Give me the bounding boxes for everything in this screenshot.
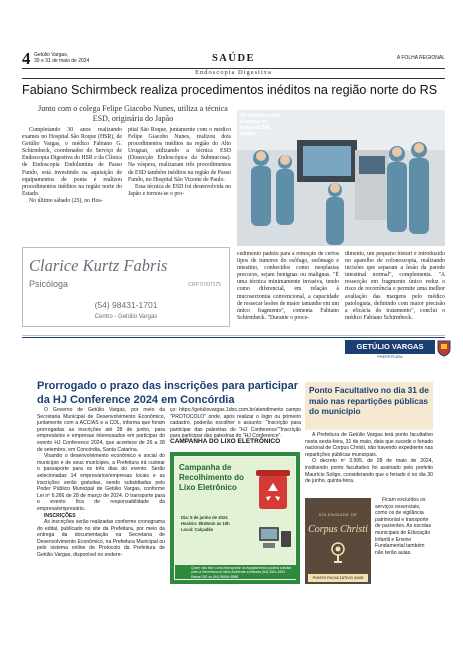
article-subhead: Junto com o colega Felipe Giacobo Nunes, utiliza a técnica ESD, originária do Japão — [38, 104, 228, 123]
ponto-column-1 — [305, 432, 433, 494]
paragraph: No último sábado (25), no Hos- — [29, 197, 103, 204]
section-title: SAÚDE — [211, 53, 256, 64]
coat-of-arms-icon — [437, 339, 451, 357]
ad-crp: CRP 07/07175 — [188, 282, 221, 288]
article-photo — [237, 110, 445, 246]
corpus-title: Corpus Christi — [308, 524, 368, 535]
paragraph: O Governo de Getúlio Vargas, por meio da Secretaria Municipal de Desenvolvimento Econômico, juntamente com a ACCIAS e a CDL, informa que foram prorrogadas as inscrições até 28 de junho, para empresários e empresas interessados em participar do evento HJ Conference 2024, que acontece de 26 a 28 de setembro, em Concórdia, Santa Catarina. — [37, 407, 165, 453]
poster-place: Local: Calçadão — [181, 526, 214, 532]
ad-profession: Psicóloga — [29, 279, 69, 289]
newspaper-name: A FOLHA REGIONAL — [396, 55, 445, 61]
photo-caption: Os médicos com a equipe no Hospital São Roque — [240, 113, 281, 137]
divider — [22, 335, 445, 336]
page-header — [22, 49, 445, 68]
paragraph: Ficam excluídos os serviços essenciais, como os de vigilância patrimonial e transporte de pacientes. As escolas municipais de Educação Infantil e Ensino Fundamental também não terão aulas. — [375, 497, 432, 556]
section-kicker: Endoscopia Digestiva — [195, 69, 272, 76]
paragraph: pital São Roque, juntamente com o médico Felipe Giacobo Nunes, realizou dois procedimentos inéditos na região do Alto Uruguai, utilizando a técnica ESD (Dissecção Endoscópica da Submucosa). Na véspera, realizaram três procedimentos de ESD também inéditos na região de Passo Fundo, no Hospital São Vicente de Paulo. — [128, 127, 231, 183]
ad-address: Centro - Getúlio Vargas — [94, 314, 158, 320]
psychologist-ad — [22, 247, 230, 327]
ponto-headline-box — [305, 382, 433, 430]
poster-time: Horário: 8h30min às 16h — [181, 520, 230, 526]
page-number: 4 — [22, 49, 31, 68]
municipal-headline: Prorrogado o prazo das inscrições para participar da HJ Conference 2024 em Concórdia — [37, 380, 299, 406]
poster-date: Dia: 5 de junho de 2024 — [181, 515, 228, 520]
paragraph: dimento, um pequeno bisturi é introduzido no aparelho de colonoscopia, realizando incisões que separam a lesão da parede intestinal normal", complementa. "A ressecção em fragmento único reduz o risco de recorrência e permite uma melhor avaliação das margens pelo médico patologista, definindo com maior precisão a eficácia do tratamento", conclui o médico Fabiano Schirmbeck. — [345, 251, 445, 321]
ponto-column-2 — [375, 497, 433, 585]
paragraph: As inscrições serão realizadas conforme cronograma do edital, publicado no site da Prefeitura, por meio da entrega da documentação na Secretaria de Desenvolvimento Econômico, na Prefeitura Municipal ou pelo sistema online de Protocolo da Prefeitura de Getúlio Vargas, disponível no endere- — [37, 519, 165, 559]
poster-title: Campanha de Recolhimento do Lixo Eletrônico — [179, 463, 244, 492]
electronics-icon — [257, 521, 293, 551]
dateline-date: 30 e 31 de maio de 2024 — [34, 58, 90, 64]
paragraph: ço: https://getuliovargas.1doc.com.br/atendimento campo "PROTOCOLO" onde, após realizar o login ou primeiro cadastro, poderão escolher o assunto: "Inscrição para participar das palestras do "HJ Conference""Inscrição para participar das palestras do "HJ Conference". — [170, 407, 301, 440]
corpus-christi-image — [305, 498, 371, 584]
poster-info — [181, 515, 251, 532]
dateline-city: Getúlio Vargas, — [34, 52, 69, 58]
paragraph: A Prefeitura de Getúlio Vargas terá ponto facultativo nesta sexta-feira, 31 de maio, data que sucede o feriado nacional de Corpus Christi, não havendo expediente nas repartições públicas municipais. — [305, 432, 433, 458]
poster-panel — [174, 456, 296, 580]
paragraph: Essa técnica de ESD foi desenvolvida no Japão e tornou-se o pro- — [128, 183, 231, 197]
campanha-poster — [170, 452, 300, 584]
recycle-bin-icon — [253, 465, 293, 511]
paragraph: Completando 30 anos realizando exames no Hospital São Roque (HSR), de Getúlio Vargas, o médico Fabiano G. Schirmbeck, coordenador do Serviço de Endoscopia Digestiva do HSR e da Clínica de Endoscopia Endolumina de Passo Fundo, está investindo na aquisição de equipamentos de ponta e realizou procedimentos inéditos na região norte do Estado. — [22, 127, 122, 197]
inscricoes-heading: INSCRIÇÕES — [44, 512, 76, 519]
paragraph: Visando o desenvolvimento econômico e social do município e de seus munícipes, a Prefeitura irá custear o passaporte para os três dias do evento. Serão selecionadas 14 empresários/empresas locais e as inscrições serão gratuitas, sendo subsidiadas pelo Poder Público Municipal de Getúlio Vargas, conforme Lei nº 6.266 de 28 de março de 2024. O transporte para o evento fica de responsabilidade da empresa/empresário. — [37, 453, 165, 512]
corpus-sub: SOLENIDADE DE — [318, 512, 358, 517]
ad-name: Clarice Kurtz Fabris — [29, 256, 168, 275]
prefeitura-logo: GETÚLIO VARGAS — [345, 340, 435, 354]
ponto-headline: Ponto Facultativo no dia 31 de maio nas repartições públicas do município — [309, 385, 429, 416]
kicker-rule — [22, 78, 445, 79]
article-column-4 — [345, 251, 445, 327]
poster-footer: Quem não tiver como transportar os equipamentos poderá solicitar junto à Secretaria do Meio Ambiente a retirada (54) 3341-1600 - Ramal 252 ou (54) 98494-8988 — [175, 565, 297, 579]
municipal-column-1 — [37, 407, 165, 585]
prefeitura-logo-sub: PREFEITURA — [377, 354, 403, 359]
article-column-3 — [237, 251, 339, 327]
monstrance-icon — [330, 542, 346, 564]
article-column-2 — [128, 127, 231, 245]
paragraph: cedimento padrão para a remoção de certos tipos de tumores do esôfago, estômago e intestino, conhecidos como neoplasias precoces, sejam benignas ou malignas. "É uma técnica minimamente invasiva, tendo como diferencial, em relação à mucosectomia convencional, a capacidade de ressecar lesões de maior tamanho em um único fragmento", comenta Fabiano Schirmbeck. "Durante o proce- — [237, 251, 339, 321]
campanha-title: CAMPANHA DO LIXO ELETRÔNICO — [170, 438, 281, 445]
paragraph: O decreto nº 3.995, de 28 de maio de 2024, instituindo ponto facultativo foi assinado pelo prefeito Maurício Soligo, considerando que o feriado é no dia 30 de junho, quinta-feira. — [305, 458, 433, 485]
article-headline: Fabiano Schirmbeck realiza procedimentos inéditos na região norte do RS — [22, 83, 438, 97]
ad-phone: (54) 98431-1701 — [94, 300, 158, 310]
corpus-label: PONTO FACULTATIVO 31/05 — [308, 574, 368, 582]
article-column-1 — [22, 127, 122, 245]
